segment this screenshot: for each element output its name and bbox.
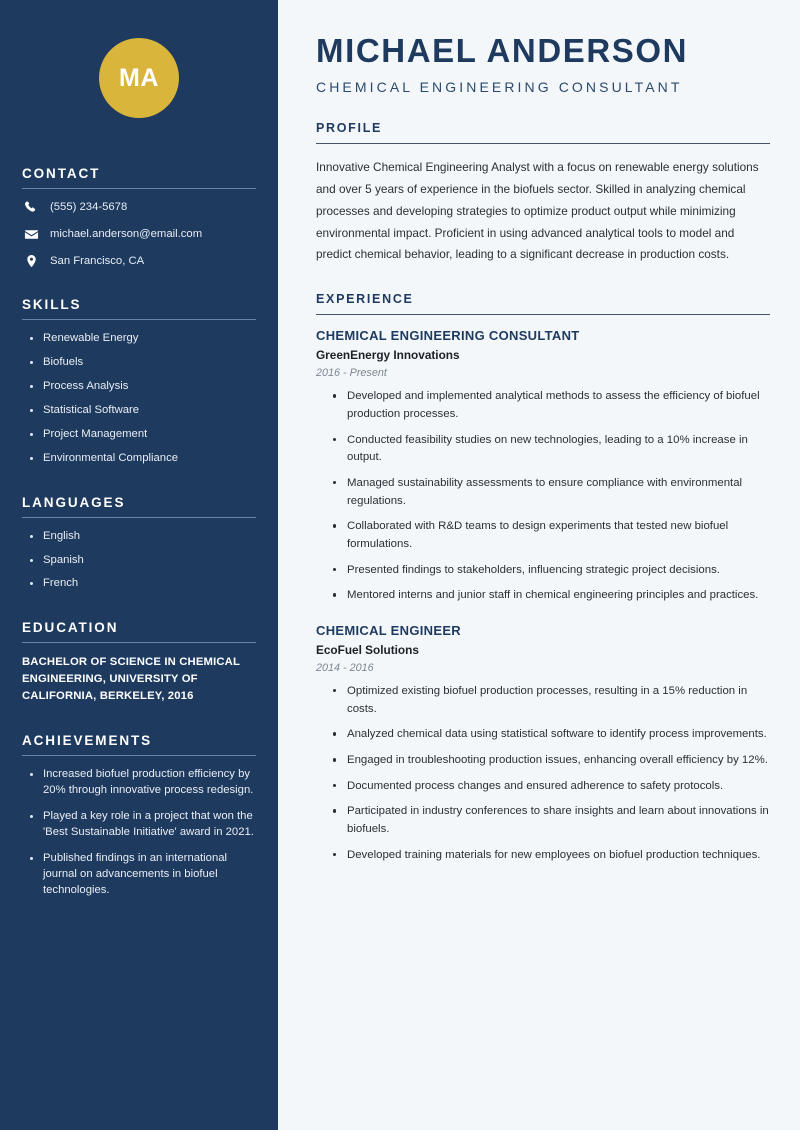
list-item: Increased biofuel production efficiency by 20% through innovative process redesign. bbox=[30, 767, 256, 798]
job-dates: 2014 - 2016 bbox=[316, 662, 374, 675]
experience-job-1 bbox=[316, 328, 770, 605]
job-dates: 2016 - Present bbox=[316, 367, 387, 380]
list-item: Published findings in an international journal on advancements in biofuel technologies. bbox=[30, 851, 256, 898]
list-item: Managed sustainability assessments to ensure compliance with environmental regulations. bbox=[333, 475, 770, 510]
envelope-icon bbox=[24, 227, 39, 242]
list-item: Documented process changes and ensured adherence to safety protocols. bbox=[333, 778, 770, 796]
contact-location-value: San Francisco, CA bbox=[50, 254, 145, 267]
list-item: Presented findings to stakeholders, influencing strategic project decisions. bbox=[333, 562, 770, 580]
list-item: Renewable Energy bbox=[30, 331, 256, 347]
phone-icon bbox=[24, 200, 39, 215]
languages-heading: LANGUAGES bbox=[22, 494, 126, 510]
avatar: MA bbox=[99, 38, 179, 118]
sidebar-main-gap bbox=[278, 0, 286, 1130]
list-item: Participated in industry conferences to share insights and learn about innovations in biofuels. bbox=[333, 803, 770, 838]
skills-divider bbox=[22, 319, 256, 320]
education-degree: BACHELOR OF SCIENCE IN CHEMICAL ENGINEERING, UNIVERSITY OF CALIFORNIA, BERKELEY, 2016 bbox=[22, 655, 240, 703]
achievements-divider bbox=[22, 755, 256, 756]
contact-row-email[interactable] bbox=[24, 227, 256, 242]
avatar-container bbox=[22, 38, 256, 118]
sidebar-section-contact bbox=[22, 166, 256, 269]
list-item: Developed and implemented analytical methods to assess the efficiency of biofuel production processes. bbox=[333, 388, 770, 423]
experience-job-2 bbox=[316, 623, 770, 864]
list-item: Process Analysis bbox=[30, 379, 256, 395]
list-item: Analyzed chemical data using statistical software to identify process improvements. bbox=[333, 726, 770, 744]
sidebar-section-education bbox=[22, 620, 256, 705]
main-section-experience bbox=[316, 292, 770, 864]
sidebar-section-achievements bbox=[22, 733, 256, 898]
contact-heading: CONTACT bbox=[22, 166, 101, 181]
job-bullets bbox=[333, 388, 770, 605]
sidebar-section-languages bbox=[22, 495, 256, 592]
main-content bbox=[286, 0, 800, 1130]
location-pin-icon bbox=[24, 254, 39, 269]
contact-email-value: michael.anderson@email.com bbox=[50, 227, 203, 240]
list-item: English bbox=[30, 529, 256, 545]
list-item: Environmental Compliance bbox=[30, 451, 256, 467]
contact-row-location[interactable] bbox=[24, 254, 256, 269]
achievements-heading: ACHIEVEMENTS bbox=[22, 733, 153, 749]
list-item: Collaborated with R&D teams to design experiments that tested new biofuel formulations. bbox=[333, 518, 770, 553]
languages-list bbox=[30, 529, 256, 592]
list-item: Mentored interns and junior staff in chemical engineering principles and practices. bbox=[333, 587, 770, 605]
list-item: Spanish bbox=[30, 553, 256, 569]
education-divider bbox=[22, 642, 256, 643]
list-item: Developed training materials for new employees on biofuel production techniques. bbox=[333, 847, 770, 865]
list-item: Statistical Software bbox=[30, 403, 256, 419]
contact-row-phone[interactable] bbox=[24, 200, 256, 215]
profile-heading: PROFILE bbox=[316, 120, 383, 135]
sidebar bbox=[0, 0, 278, 1130]
profile-text: Innovative Chemical Engineering Analyst with a focus on renewable energy solutions and over 5 years of experience in the biofuels sector. Skilled in analyzing chemical processes and developing strategies to optimize product output while minimizing environmental impact. Proficient in using advanced analytical tools to model and predict chemical behavior, leading to a significant decrease in production costs. bbox=[316, 160, 759, 262]
job-company: GreenEnergy Innovations bbox=[316, 348, 460, 363]
skills-list bbox=[30, 331, 256, 467]
list-item: Conducted feasibility studies on new technologies, leading to a 10% increase in output. bbox=[333, 432, 770, 467]
experience-heading: EXPERIENCE bbox=[316, 292, 414, 307]
skills-heading: SKILLS bbox=[22, 297, 82, 312]
education-heading: EDUCATION bbox=[22, 619, 119, 635]
achievements-list bbox=[30, 767, 256, 898]
job-role-subtitle: CHEMICAL ENGINEERING CONSULTANT bbox=[316, 78, 683, 95]
profile-divider bbox=[316, 143, 770, 144]
job-title: CHEMICAL ENGINEERING CONSULTANT bbox=[316, 328, 580, 344]
list-item: Engaged in troubleshooting production issues, enhancing overall efficiency by 12%. bbox=[333, 752, 770, 770]
contact-phone-value: (555) 234-5678 bbox=[50, 200, 128, 213]
page-title: MICHAEL ANDERSON bbox=[316, 32, 689, 69]
contact-divider bbox=[22, 188, 256, 189]
sidebar-section-skills bbox=[22, 297, 256, 467]
experience-divider bbox=[316, 314, 770, 315]
main-section-profile bbox=[316, 121, 770, 266]
languages-divider bbox=[22, 517, 256, 518]
list-item: Optimized existing biofuel production processes, resulting in a 15% reduction in costs. bbox=[333, 683, 770, 718]
job-bullets bbox=[333, 683, 770, 864]
job-title: CHEMICAL ENGINEER bbox=[316, 623, 461, 639]
job-company: EcoFuel Solutions bbox=[316, 643, 419, 658]
list-item: French bbox=[30, 576, 256, 592]
list-item: Biofuels bbox=[30, 355, 256, 371]
list-item: Played a key role in a project that won the 'Best Sustainable Initiative' award in 2021. bbox=[30, 809, 256, 840]
list-item: Project Management bbox=[30, 427, 256, 443]
